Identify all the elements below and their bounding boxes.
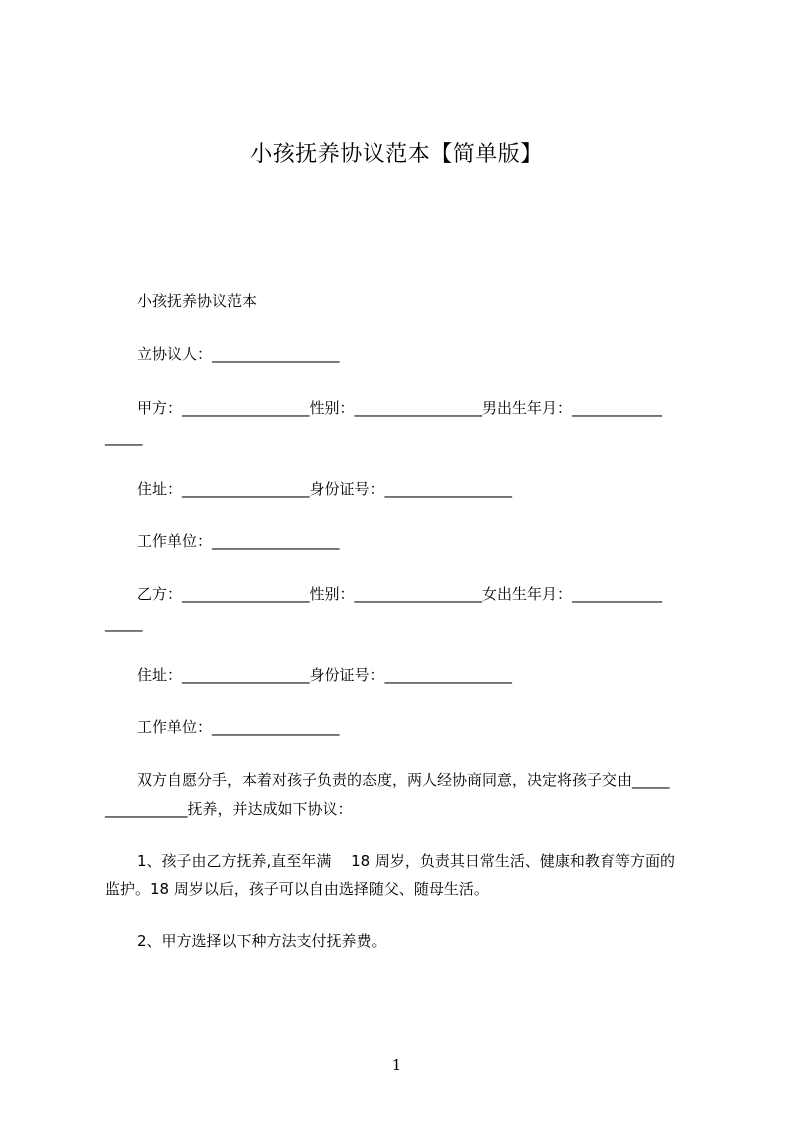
clause1-line2: 监护。18 周岁以后，孩子可以自由选择随父、随母生活。 <box>105 880 489 898</box>
intro-paragraph-line2: ___________抚养，并达成如下协议： <box>105 800 353 818</box>
party-a-address: 住址：_________________身份证号：_________________ <box>137 480 513 498</box>
party-a-line1: 甲方：_________________性别：_________________男出生年月：____________ <box>137 399 663 417</box>
clause1-line1: 1、孩子由乙方抚养,直至年满 18 周岁，负责其日常生活、健康和教育等方面的 <box>137 852 675 870</box>
intro-paragraph-line1: 双方自愿分手，本着对孩子负责的态度，两人经协商同意，决定将孩子交由_____ <box>137 771 670 789</box>
page-number: 1 <box>391 1056 402 1074</box>
party-b-line2: _____ <box>105 614 143 632</box>
party-b-address: 住址：_________________身份证号：_________________ <box>137 666 513 684</box>
party-b-employer: 工作单位：_________________ <box>137 718 340 736</box>
party-b-line1: 乙方：_________________性别：_________________女出生年月：____________ <box>137 585 663 603</box>
document-title: 小孩抚养协议范本【简单版】 <box>250 142 543 167</box>
party-intro: 立协议人：_________________ <box>137 345 340 363</box>
subtitle: 小孩抚养协议范本 <box>137 292 258 310</box>
party-a-line2: _____ <box>105 428 143 446</box>
party-a-employer: 工作单位：_________________ <box>137 532 340 550</box>
clause2: 2、甲方选择以下种方法支付抚养费。 <box>137 932 387 950</box>
